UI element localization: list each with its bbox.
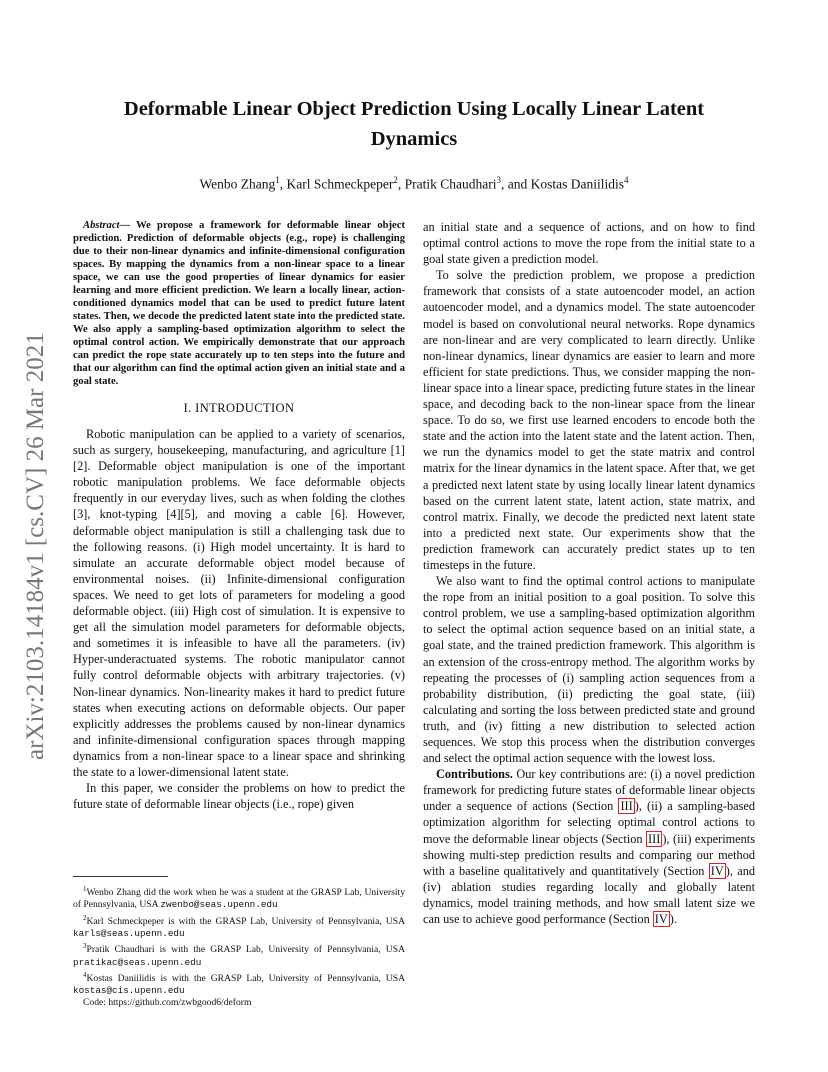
abstract: [73, 219, 405, 388]
intro-paragraph: We also want to find the optimal control actions to manipulate the rope from an initial position to a goal position. To solve this control problem, we use a sampling-based optimization algorithm to select the optimal action sequence based on an initial state, a goal state, and the trained prediction framework. This algorithm is an extension of the cross-entropy method. The algorithm works by repeating the processes of (i) sampling action sequences from a probability distribution, (ii) predicting the goal state, (iii) calculating and sorting the loss between predicted state and ground truth, and (iv) fitting a new distribution to selected action sequences. We stop this process when the distribution converges and select the optimal action sequence with the lowest loss.: [423, 574, 755, 766]
footnote-text: Karl Schmeckpeper is with the GRASP Lab, University of Pennsylvania, USA: [86, 915, 405, 927]
footnote: [73, 940, 405, 969]
intro-paragraph: Robotic manipulation can be applied to a variety of scenarios, such as surgery, housekeeping, manufacturing, and agriculture [1][2]. Deformable object manipulation is one of the important robotic manipulation problems. We face deformable objects frequently in our everyday lives, such as when folding the clothes [3], knot-typing [4][5], and moving a cable [6]. However, deformable object manipulation is still a challenging task due to the following reasons. (i) High model uncertainty. It is hard to simulate an accurate deformable object model because of environmental noises. (ii) Infinite-dimensional configuration spaces. We need to get lots of parameters for modeling a good deformable object. (iii) High cost of simulation. It is expensive to get all the simulation model parameters for deformable objects, and sometimes it is infeasible to have all the parameters. (iv) Hyper-underactuated systems. The robotic manipulator cannot fully control deformable objects with arbitrary trajectories. (v) Non-linear dynamics. Non-linearity makes it hard to predict future states when executing actions on deformable objects. Our paper explicitly addresses the problems caused by non-linear dynamics and infinite-dimensional configuration spaces through mapping dynamics from a non-linear space to a linear space and shrinking the state to a lower-dimensional latent state.: [73, 427, 405, 779]
footnote-text: Kostas Daniilidis is with the GRASP Lab, University of Pennsylvania, USA: [86, 972, 405, 984]
author-sep: ,: [397, 176, 405, 192]
footnote: [73, 912, 405, 941]
author-name: Karl Schmeckpeper: [286, 176, 394, 192]
contrib-text: ), (ii) a sampling-based optimization algorithm for selecting optimal control actions to move the deformable linear objects (Section: [423, 799, 755, 846]
intro-paragraph: In this paper, we consider the problems on how to predict the future state of deformable linear objects (i.e., rope) given: [73, 781, 405, 812]
contrib-text: ).: [669, 912, 677, 927]
email-link[interactable]: kostas@cis.upenn.edu: [73, 985, 185, 997]
author-name: Pratik Chaudhari: [404, 176, 497, 192]
section-heading: I. INTRODUCTION: [183, 401, 295, 415]
footnote-text: Pratik Chaudhari is with the GRASP Lab, University of Pennsylvania, USA: [86, 944, 405, 956]
footnotes: [73, 878, 405, 1010]
paper-title: Deformable Linear Object Prediction Using Locally Linear Latent Dynamics: [123, 98, 705, 150]
section-ref-link[interactable]: IV: [654, 912, 668, 927]
right-column: [423, 219, 755, 927]
footnote-mark: 2: [83, 913, 87, 922]
author-mark: 1: [275, 175, 280, 185]
contrib-text: ), (iii) experiments showing multi-step prediction results and comparing our method with a baseline qualitatively and quantitatively (Section: [423, 831, 755, 878]
author-list: [80, 170, 748, 195]
contributions-paragraph: [423, 766, 755, 927]
footnote-mark: 4: [83, 970, 87, 979]
abstract-lead: Abstract: [83, 220, 120, 231]
author-sep: ,: [279, 176, 287, 192]
footnote: [73, 883, 405, 912]
author-mark: 3: [496, 175, 501, 185]
arxiv-stamp: arXiv:2103.14184v1 [cs.CV] 26 Mar 2021: [22, 332, 49, 760]
footnote-text: Wenbo Zhang did the work when he was a student at the GRASP Lab, University of Pennsylvania, USA: [73, 887, 405, 911]
footnote-mark: 3: [83, 942, 87, 951]
code-note[interactable]: Code: https://github.com/zwbgood6/deform: [83, 997, 252, 1009]
section-ref-link[interactable]: III: [648, 831, 661, 846]
contrib-text: ), and (iv) ablation studies regarding locally and globally latent dynamics, model training methods, and how small latent size we can use to achieve good performance (Section: [423, 863, 755, 927]
abstract-dash: —: [119, 220, 137, 231]
footnote-mark: 1: [83, 885, 87, 893]
email-link[interactable]: zwenbo@seas.upenn.edu: [160, 899, 278, 911]
author-sep: , and: [500, 176, 531, 192]
email-link[interactable]: pratikac@seas.upenn.edu: [73, 956, 202, 968]
footnote: [73, 969, 405, 998]
author-mark: 4: [623, 175, 629, 185]
intro-paragraph: To solve the prediction problem, we propose a prediction framework that consists of a state autoencoder model, an action autoencoder model, and a dynamics model. The state autoencoder model is based on convolutional neural networks. Rope dynamics are non-linear and are very complicated to learn directly. Unlike non-linear dynamics, linear dynamics are easier to learn and more efficient for state predictions. Thus, we consider mapping the non-linear space into a linear space, predicting future states in the linear space, and decoding back to the non-linear space from the linear space. To do so, we first use learned encoders to encode both the state and the action into the latent state and the latent action. Then, we run the dynamics model to get the state matrix and control matrix for the linear dynamics in the latent space. After that, we get a predicted next latent state by using locally linear latent dynamics based on the current latent state, latent action, state matrix, and control matrix. Finally, we decode the predicted next latent state into a predicted next state. Our experiments show that the prediction framework can accurately predict states up to ten timesteps in the future.: [423, 268, 755, 572]
author-name: Wenbo Zhang: [199, 176, 276, 192]
footnote-rule: [73, 876, 168, 877]
contributions-lead: Contributions.: [436, 767, 513, 782]
section-ref-link[interactable]: III: [620, 799, 633, 814]
author-mark: 2: [393, 175, 398, 185]
email-link[interactable]: karls@seas.upenn.edu: [73, 927, 185, 939]
section-ref-link[interactable]: IV: [710, 863, 724, 878]
abstract-body: We propose a framework for deformable linear object prediction. Prediction of deformable objects (e.g., rope) is challenging due to their non-linear dynamics and infinite-dimensional configuration spaces. By mapping the dynamics from a non-linear space to a linear space, we can use the good properties of linear dynamics for easier learning and more efficient prediction. We learn a locally linear, action-conditioned dynamics model that can be used to predict future latent states. Then, we decode the predicted latent state into the predicted state. We also apply a sampling-based optimization algorithm to select the optimal control action. We empirically demonstrate that our approach can predict the rope state accurately up to ten steps into the future and that our algorithm can find the optimal action given an initial state and a goal state.: [73, 220, 405, 387]
author-name: Kostas Daniilidis: [530, 176, 624, 192]
left-column: [73, 219, 405, 812]
contrib-text: Our key contributions are: (i) a novel prediction framework for predicting future states of deformable linear objects under a sequence of actions (Section: [423, 767, 755, 814]
intro-paragraph: an initial state and a sequence of actions, and on how to find optimal control actions to move the rope from the initial state to a goal state given a prediction model.: [423, 220, 755, 267]
